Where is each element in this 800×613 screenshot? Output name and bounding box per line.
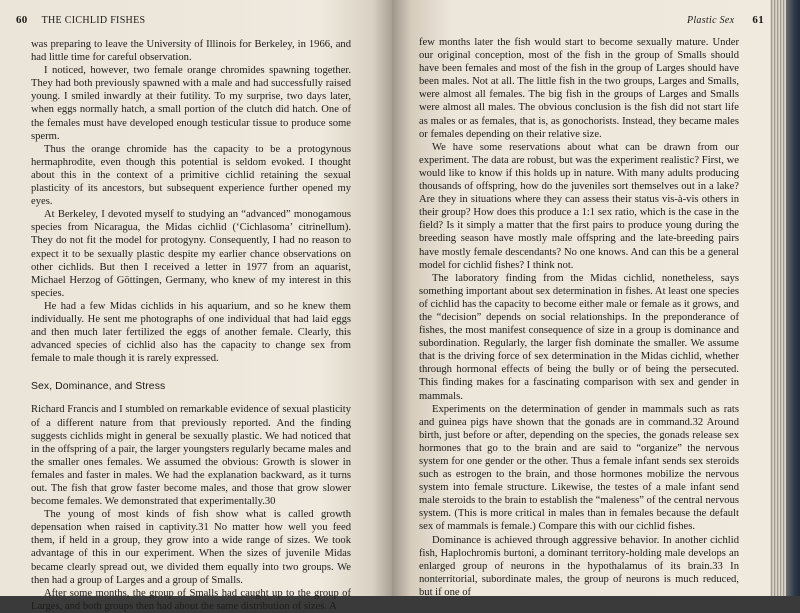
right-page — [392, 0, 770, 596]
book-cover-edge — [786, 0, 800, 596]
right-page-text — [419, 36, 739, 599]
paragraph: He had a few Midas cichlids in his aquarium, and so he knew them individually. He sent me photographs of one individual that had laid eggs and then much later fertilized the eggs of another female. Clearly, this advanced species of cichlid also has the capacity to change sex from female to male though it is rarely expressed. — [31, 300, 351, 365]
paragraph: few months later the fish would start to become sexually mature. Under our original conception, most of the fish in the group of Smalls should have been females and most of the fish in the group of Larges should have been males. Not at all. The little fish in the two groups, Larges and Smalls, were almost all females. The big fish in the groups of Larges and Smalls were almost all males. The obvious conclusion is the fish did not start life as males or as females, that is, as gonochorists. Instead, they became males or females depending on their relative size. — [419, 37, 739, 140]
right-running-header — [687, 14, 764, 26]
paragraph: was preparing to leave the University of Illinois for Berkeley, in 1966, and had little time for careful observation. — [31, 39, 351, 64]
paragraph: Thus the orange chromide has the capacity to be a protogynous hermaphrodite, even though this potential is seldom evoked. I thought about this in the context of a primitive cichlid retaining the sexual plasticity of its ancestors, but subsequent experience further opened my eyes. — [31, 143, 351, 208]
page-number-right: 61 — [752, 14, 764, 26]
page-number-left: 60 — [16, 14, 28, 26]
running-head-left: THE CICHLID FISHES — [41, 15, 146, 26]
paragraph: At Berkeley, I devoted myself to studying an “advanced” monogamous species from Nicaragua, the Midas cichlid (‘Cichlasoma’ citrinellum). They do not fit the model for protogyny. Consequently, I had no reason to expect it to be sexually plastic despite my earlier chance observations on other cichlids. But then I received a letter in 1977 from an aquarist, Michael Herzog of Göttingen, Germany, who knew of my interest in this species. — [31, 209, 351, 299]
section-heading: Sex, Dominance, and Stress — [31, 381, 166, 393]
left-page-text — [31, 38, 351, 613]
paragraph: Richard Francis and I stumbled on remarkable evidence of sexual plasticity of a different nature from that previously reported. And the finding suggests cichlids might in general be sexually plastic. We had noticed that in the offspring of a pair, the larger youngsters regularly became males and the smaller ones females. We assumed the obvious: Growth is slower in females and faster in males. We had the explanation backward, as it turns out. The fish that grow faster become males, and those that grow slower become females. We demonstrated that experimentally.30 — [31, 404, 351, 508]
left-page — [0, 0, 392, 612]
paragraph: The young of most kinds of fish show what is called growth depensation when raised in captivity.31 No matter how well you feed them, if held in a group, they grow into a wide range of sizes. We took advantage of this in our experiment. When the sizes of juvenile Midas became clearly spread out, we divided them equally into two groups. We then had a group of Larges and a group of Smalls. — [31, 509, 351, 586]
paragraph: Dominance is achieved through aggressive behavior. In another cichlid fish, Haplochromis burtoni, a dominant territory-holding male develops an enlarged group of neurons in the hypothalamus of its brain.33 In nonterritorial, subordinate males, the group of neurons is much reduced, but if one of — [419, 534, 739, 598]
left-running-header — [16, 14, 145, 26]
paragraph: Experiments on the determination of gender in mammals such as rats and guinea pigs have shown that the gonads are in command.32 Around birth, just before or after, depending on the species, the gonads release sex hormones that go to the brain and are said to “organize” the nervous system for one gender or the other. Thus a female infant sends sex steroids such as estrogen to the brain, and those hormones mobilize the nervous system into female structure. Likewise, the testes of a male infant send male steroids to the brain to establish the “maleness” of the central nervous system. (This is more critical in males than in females because the default sex of mammals is female.) Compare this with our cichlid fishes. — [419, 403, 739, 533]
paragraph: The laboratory finding from the Midas cichlid, nonetheless, says something important about sex determination in fishes. At least one species of cichlid has the capacity to become either male or female as it grows, and the “decision” depends on social relationships. In the preponderance of fishes, the most manifest consequence of size in a group is dominance and subordination. Regularly, the larger fish dominate the smaller. We assume that is the driving force of sex determination in the Midas cichlid, whether through hormonal effects of being the bully or of being the persecuted. This finding makes for a fascinating comparison with sex and gender in mammals. — [419, 272, 739, 402]
running-head-right: Plastic Sex — [686, 15, 735, 26]
paragraph: I noticed, however, two female orange chromides spawning together. They had both previously spawned with a male and had successfully raised young. I smiled inwardly at their futility. To my surprise, two days later, when eggs normally hatch, a small portion of the clutch did hatch. One of the females must have developed enough testicular tissue to produce some sperm. — [31, 65, 351, 142]
paragraph: We have some reservations about what can be drawn from our experiment. The data are robust, but was the experiment realistic? First, we would like to know if this holds up in nature. With many adults producing thousands of offspring, how do the juveniles sort themselves out in a lake? Are they in situations where they can assess their status vis-à-vis others in their group? How does this produce a 1:1 sex ratio, which is the case in the field? Is it simply a matter that the first pairs to produce young during the breeding season have mostly male offspring and the late-breeding pairs have mostly female descendants? No one knows. And can this be a general model for cichlid fishes? I think not. — [419, 141, 739, 271]
paragraph: After some months, the group of Smalls had caught up to the group of Larges, and both groups then had about the same distribution of sizes. A — [31, 587, 351, 612]
